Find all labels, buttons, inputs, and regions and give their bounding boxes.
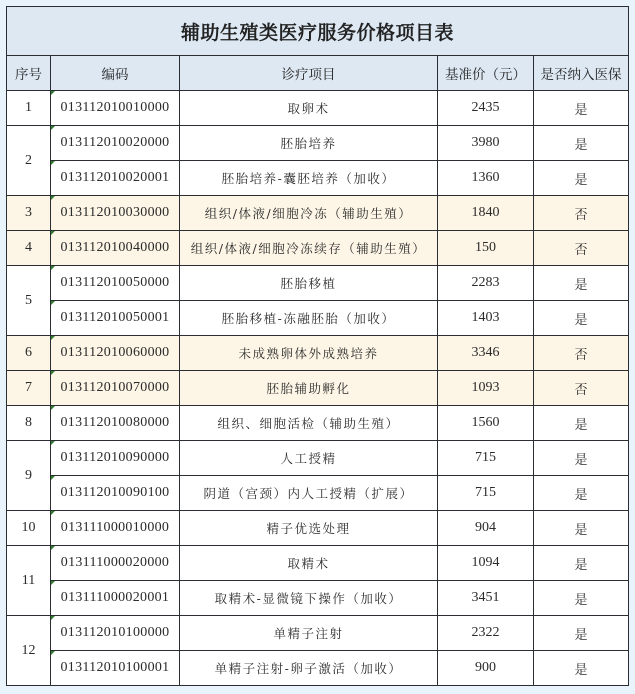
cell-insurance: 是	[534, 126, 629, 161]
cell-price: 715	[438, 441, 534, 476]
cell-price: 1403	[438, 301, 534, 336]
cell-code: 013111000010000	[51, 511, 180, 546]
cell-price: 3451	[438, 581, 534, 616]
cell-seq: 11	[7, 546, 51, 616]
table-row	[7, 406, 629, 441]
cell-code: 013112010030000	[51, 196, 180, 231]
header-row	[7, 56, 629, 91]
cell-insurance: 否	[534, 371, 629, 406]
cell-price: 2283	[438, 266, 534, 301]
cell-item: 阴道（宫颈）内人工授精（扩展）	[180, 476, 438, 511]
cell-code: 013112010100000	[51, 616, 180, 651]
header-insurance: 是否纳入医保	[534, 56, 629, 91]
cell-seq: 7	[7, 371, 51, 406]
cell-insurance: 是	[534, 581, 629, 616]
cell-insurance: 是	[534, 651, 629, 686]
cell-item: 人工授精	[180, 441, 438, 476]
cell-code: 013112010010000	[51, 91, 180, 126]
cell-item: 单精子注射-卵子激活（加收）	[180, 651, 438, 686]
table-row	[7, 126, 629, 161]
cell-insurance: 否	[534, 336, 629, 371]
cell-insurance: 是	[534, 301, 629, 336]
cell-code: 013112010040000	[51, 231, 180, 266]
cell-code: 013112010100001	[51, 651, 180, 686]
cell-item: 组织/体液/细胞冷冻续存（辅助生殖）	[180, 231, 438, 266]
header-price: 基准价（元）	[438, 56, 534, 91]
cell-price: 715	[438, 476, 534, 511]
table-row	[7, 546, 629, 581]
cell-insurance: 是	[534, 266, 629, 301]
cell-code: 013112010090100	[51, 476, 180, 511]
table-title: 辅助生殖类医疗服务价格项目表	[7, 7, 629, 56]
cell-insurance: 否	[534, 196, 629, 231]
cell-insurance: 是	[534, 91, 629, 126]
table-row	[7, 231, 629, 266]
cell-code: 013112010020001	[51, 161, 180, 196]
cell-seq: 2	[7, 126, 51, 196]
cell-price: 1094	[438, 546, 534, 581]
table-body	[7, 91, 629, 686]
cell-seq: 9	[7, 441, 51, 511]
cell-item: 组织/体液/细胞冷冻（辅助生殖）	[180, 196, 438, 231]
table-row	[7, 301, 629, 336]
table-row	[7, 476, 629, 511]
table-row	[7, 196, 629, 231]
header-code: 编码	[51, 56, 180, 91]
cell-item: 组织、细胞活检（辅助生殖）	[180, 406, 438, 441]
cell-seq: 6	[7, 336, 51, 371]
cell-price: 2322	[438, 616, 534, 651]
cell-code: 013112010020000	[51, 126, 180, 161]
cell-price: 150	[438, 231, 534, 266]
cell-item: 胚胎移植-冻融胚胎（加收）	[180, 301, 438, 336]
cell-item: 胚胎培养-囊胚培养（加收）	[180, 161, 438, 196]
table-row	[7, 616, 629, 651]
cell-code: 013112010050000	[51, 266, 180, 301]
cell-item: 胚胎移植	[180, 266, 438, 301]
cell-insurance: 是	[534, 511, 629, 546]
cell-item: 胚胎培养	[180, 126, 438, 161]
cell-code: 013112010050001	[51, 301, 180, 336]
cell-insurance: 是	[534, 406, 629, 441]
cell-price: 1840	[438, 196, 534, 231]
header-seq: 序号	[7, 56, 51, 91]
cell-seq: 10	[7, 511, 51, 546]
cell-item: 取卵术	[180, 91, 438, 126]
cell-seq: 12	[7, 616, 51, 686]
table-row	[7, 651, 629, 686]
price-table	[6, 6, 629, 686]
cell-code: 013112010060000	[51, 336, 180, 371]
table-row	[7, 441, 629, 476]
price-table-sheet	[6, 6, 628, 686]
cell-seq: 4	[7, 231, 51, 266]
cell-code: 013112010080000	[51, 406, 180, 441]
table-row	[7, 91, 629, 126]
cell-seq: 3	[7, 196, 51, 231]
cell-code: 013112010090000	[51, 441, 180, 476]
cell-item: 胚胎辅助孵化	[180, 371, 438, 406]
cell-item: 取精术-显微镜下操作（加收）	[180, 581, 438, 616]
table-row	[7, 511, 629, 546]
cell-seq: 5	[7, 266, 51, 336]
cell-insurance: 是	[534, 441, 629, 476]
cell-code: 013111000020001	[51, 581, 180, 616]
cell-item: 单精子注射	[180, 616, 438, 651]
table-row	[7, 371, 629, 406]
cell-code: 013111000020000	[51, 546, 180, 581]
cell-item: 取精术	[180, 546, 438, 581]
table-row	[7, 581, 629, 616]
cell-seq: 1	[7, 91, 51, 126]
cell-insurance: 否	[534, 231, 629, 266]
cell-price: 3980	[438, 126, 534, 161]
cell-seq: 8	[7, 406, 51, 441]
cell-code: 013112010070000	[51, 371, 180, 406]
cell-price: 900	[438, 651, 534, 686]
table-row	[7, 266, 629, 301]
cell-insurance: 是	[534, 546, 629, 581]
cell-insurance: 是	[534, 616, 629, 651]
table-row	[7, 336, 629, 371]
cell-item: 未成熟卵体外成熟培养	[180, 336, 438, 371]
cell-price: 1360	[438, 161, 534, 196]
cell-price: 3346	[438, 336, 534, 371]
cell-insurance: 是	[534, 161, 629, 196]
title-row	[7, 7, 629, 56]
cell-price: 1560	[438, 406, 534, 441]
header-item: 诊疗项目	[180, 56, 438, 91]
cell-price: 2435	[438, 91, 534, 126]
cell-price: 904	[438, 511, 534, 546]
cell-price: 1093	[438, 371, 534, 406]
table-row	[7, 161, 629, 196]
cell-insurance: 是	[534, 476, 629, 511]
cell-item: 精子优选处理	[180, 511, 438, 546]
